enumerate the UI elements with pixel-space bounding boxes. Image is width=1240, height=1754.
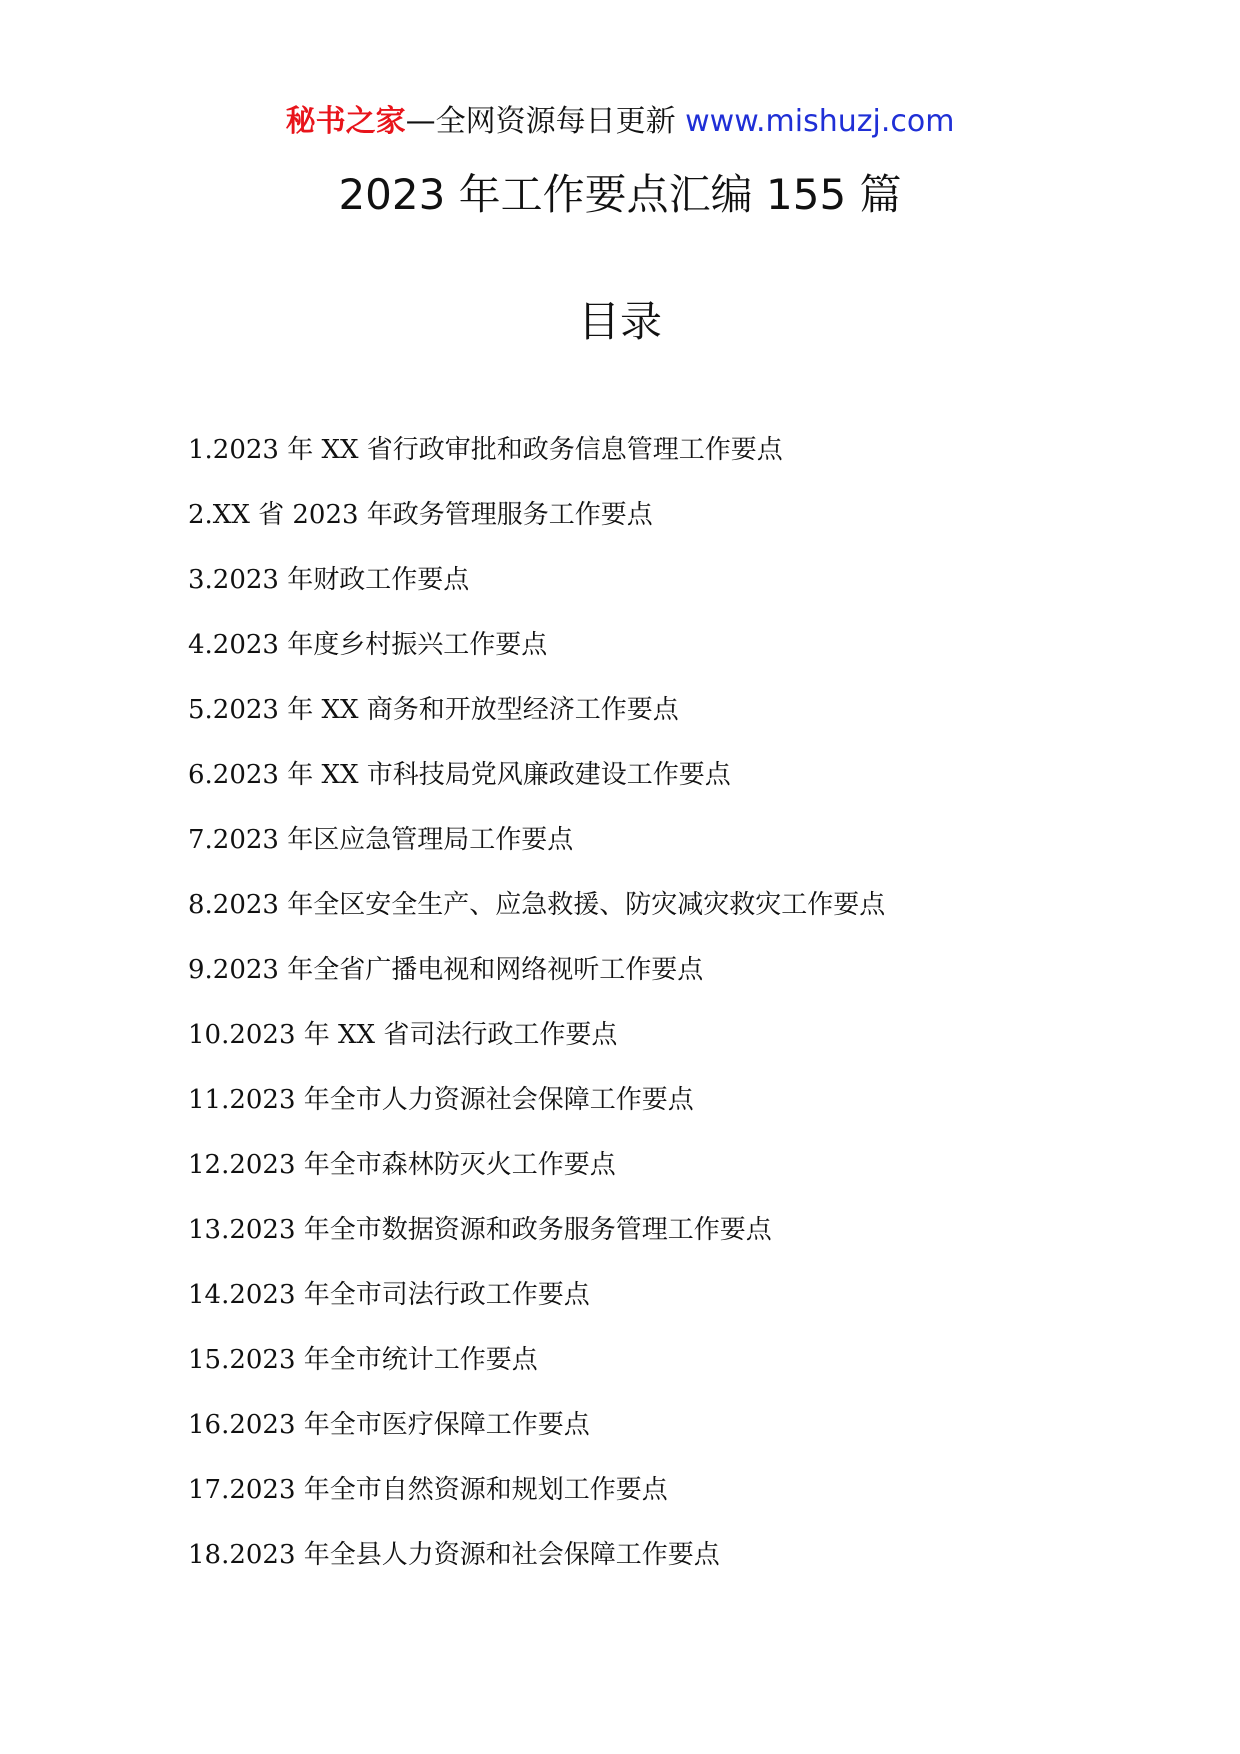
table-of-contents: [188, 428, 1188, 1598]
site-header: [0, 100, 1240, 144]
toc-item[interactable]: 5.2023 年 XX 商务和开放型经济工作要点: [188, 695, 679, 725]
toc-item[interactable]: 14.2023 年全市司法行政工作要点: [188, 1280, 590, 1310]
brand-name: 秘书之家: [285, 104, 406, 139]
toc-item[interactable]: 6.2023 年 XX 市科技局党风廉政建设工作要点: [188, 760, 731, 790]
toc-item[interactable]: 10.2023 年 XX 省司法行政工作要点: [188, 1020, 618, 1050]
toc-item[interactable]: 12.2023 年全市森林防灭火工作要点: [188, 1150, 616, 1180]
toc-item[interactable]: 17.2023 年全市自然资源和规划工作要点: [188, 1475, 668, 1505]
toc-item[interactable]: 2.XX 省 2023 年政务管理服务工作要点: [188, 500, 653, 530]
site-url-link[interactable]: www.mishuzj.com: [685, 104, 955, 139]
toc-item[interactable]: 7.2023 年区应急管理局工作要点: [188, 825, 574, 855]
toc-item[interactable]: 15.2023 年全市统计工作要点: [188, 1345, 538, 1375]
toc-heading: 目录: [577, 297, 662, 346]
toc-item[interactable]: 16.2023 年全市医疗保障工作要点: [188, 1410, 590, 1440]
document-title: 2023 年工作要点汇编 155 篇: [338, 170, 902, 219]
toc-item[interactable]: 13.2023 年全市数据资源和政务服务管理工作要点: [188, 1215, 772, 1245]
toc-item[interactable]: 8.2023 年全区安全生产、应急救援、防灾减灾救灾工作要点: [188, 890, 886, 920]
toc-item[interactable]: 1.2023 年 XX 省行政审批和政务信息管理工作要点: [188, 435, 783, 465]
toc-item[interactable]: 9.2023 年全省广播电视和网络视听工作要点: [188, 955, 704, 985]
toc-item[interactable]: 4.2023 年度乡村振兴工作要点: [188, 630, 548, 660]
toc-item[interactable]: 18.2023 年全县人力资源和社会保障工作要点: [188, 1540, 720, 1570]
toc-item[interactable]: 3.2023 年财政工作要点: [188, 565, 470, 595]
header-tagline: —全网资源每日更新: [405, 104, 686, 139]
toc-item[interactable]: 11.2023 年全市人力资源社会保障工作要点: [188, 1085, 694, 1115]
